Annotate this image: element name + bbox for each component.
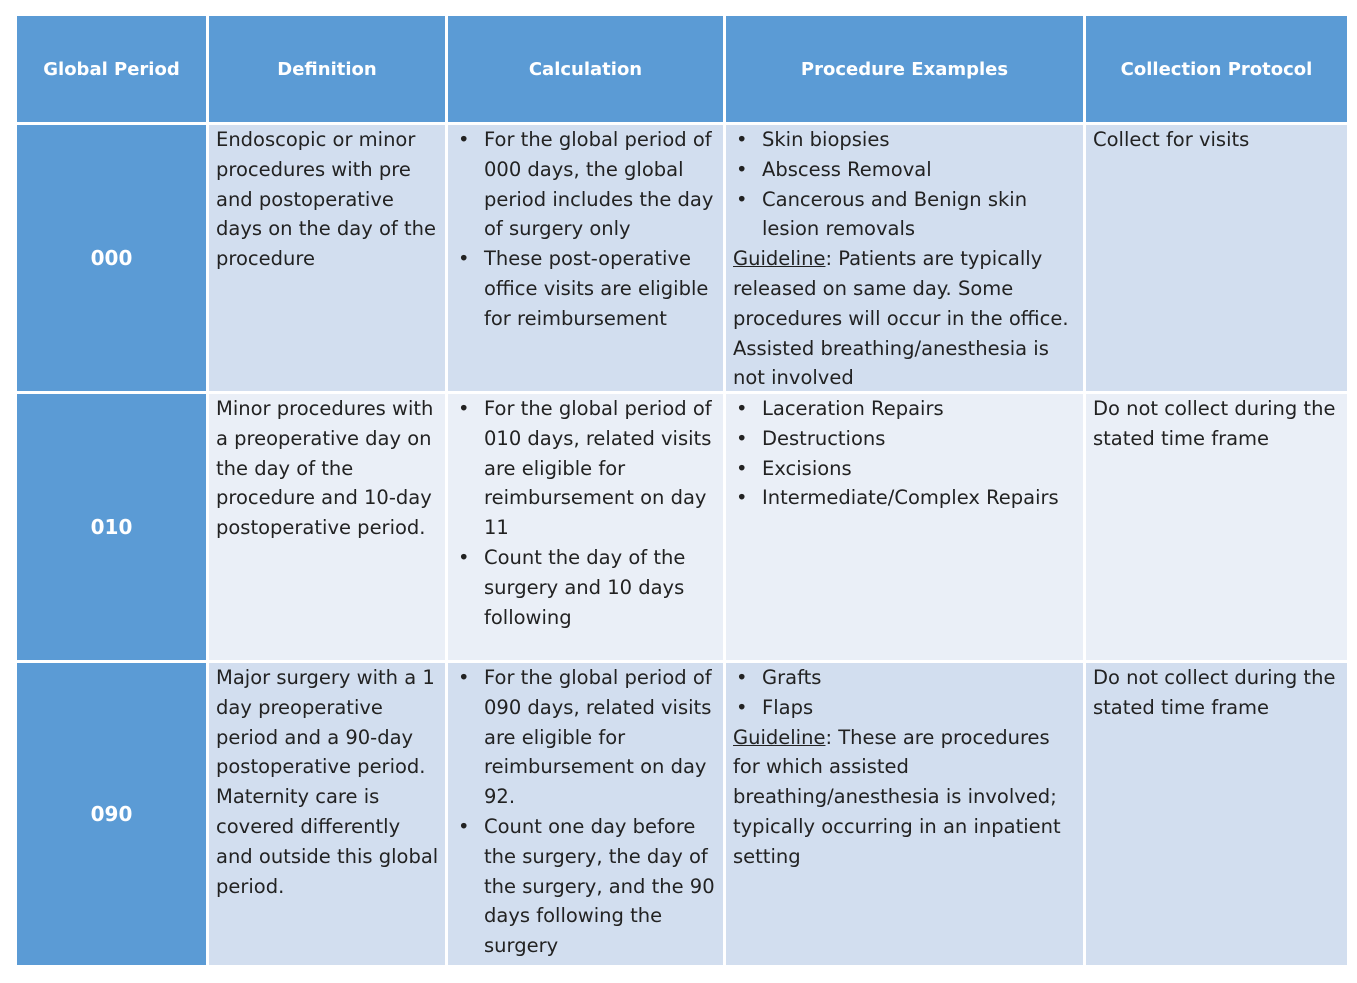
calculation-item: • Count the day of the surgery and 10 days following: [455, 543, 717, 632]
calculation-item: • For the global period of 010 days, related visits are eligible for reimbursement on day 11: [455, 394, 717, 543]
calculation-item: • Count one day before the surgery, the day of the surgery, and the 90 days following the surgery: [455, 812, 717, 961]
guideline-text: : These are procedures for which assisted breathing/anesthesia is involved; typically occurring in an inpatient setting: [733, 725, 1061, 868]
header-procedure-examples: Procedure Examples: [726, 16, 1083, 122]
example-item: • Cancerous and Benign skin lesion removals: [733, 185, 1077, 245]
guideline-text: : Patients are typically released on same day. Some procedures will occur in the office. Assisted breathing/anesthesia is not involved: [733, 247, 1069, 390]
calculation-item: • For the global period of 000 days, the global period includes the day of surgery only: [455, 125, 717, 244]
period-000: 000: [17, 125, 206, 391]
calculation-item: • These post-operative office visits are eligible for reimbursement: [455, 244, 717, 333]
definition-090: Major surgery with a 1 day preoperative period and a 90-day postoperative period. Maternity care is covered differently and outside this global period.: [209, 663, 445, 965]
calculation-000: [448, 125, 723, 391]
example-item: • Flaps: [733, 693, 1077, 723]
header-calculation: Calculation: [448, 16, 723, 122]
definition-010: Minor procedures with a preoperative day on the day of the procedure and 10-day postoperative period.: [209, 394, 445, 660]
calculation-010: [448, 394, 723, 660]
definition-000: Endoscopic or minor procedures with pre and postoperative days on the day of the procedure: [209, 125, 445, 391]
header-collection-protocol: Collection Protocol: [1086, 16, 1347, 122]
example-item: • Skin biopsies: [733, 125, 1077, 155]
examples-000: [726, 125, 1083, 391]
period-090: 090: [17, 663, 206, 965]
guideline-label: Guideline: [733, 725, 826, 749]
protocol-010: Do not collect during the stated time frame: [1086, 394, 1347, 660]
header-definition: Definition: [209, 16, 445, 122]
header-global-period: Global Period: [17, 16, 206, 122]
example-item: • Grafts: [733, 663, 1077, 693]
example-item: • Excisions: [733, 454, 1077, 484]
period-010: 010: [17, 394, 206, 660]
examples-090: [726, 663, 1083, 965]
guideline-090: [733, 723, 1077, 872]
examples-010: [726, 394, 1083, 660]
protocol-090: Do not collect during the stated time frame: [1086, 663, 1347, 965]
guideline-000: [733, 244, 1077, 391]
protocol-000: Collect for visits: [1086, 125, 1347, 391]
guideline-label: Guideline: [733, 247, 826, 271]
calculation-item: • For the global period of 090 days, related visits are eligible for reimbursement on day 92.: [455, 663, 717, 812]
example-item: • Intermediate/Complex Repairs: [733, 483, 1077, 513]
example-item: • Destructions: [733, 424, 1077, 454]
example-item: • Laceration Repairs: [733, 394, 1077, 424]
calculation-090: [448, 663, 723, 965]
global-period-table: [17, 16, 1347, 965]
example-item: • Abscess Removal: [733, 155, 1077, 185]
